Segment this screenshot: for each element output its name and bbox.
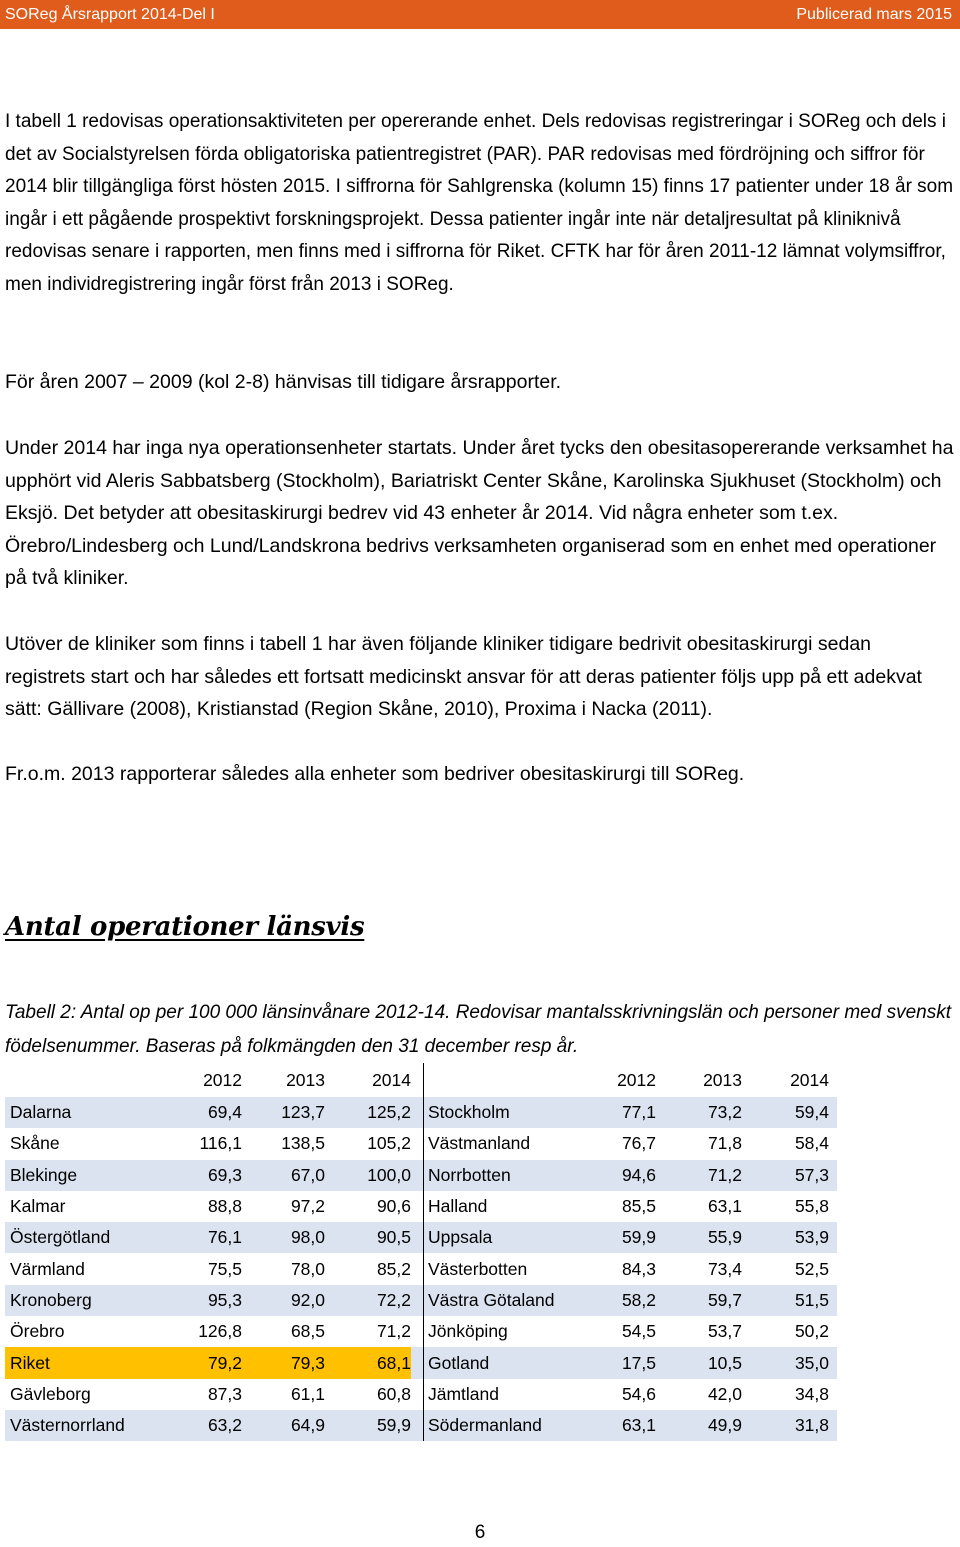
county-name: Västerbotten [428,1253,588,1284]
header-year-2014-left: 2014 [325,1063,411,1097]
header-report-title: SOReg Årsrapport 2014-Del I [5,6,215,23]
county-name: Södermanland [428,1410,588,1441]
rate-cell: 90,6 [325,1191,411,1222]
county-name: Jämtland [428,1379,588,1410]
rate-cell: 68,1 [325,1347,411,1378]
header-blank-right [428,1063,588,1097]
table-header-row [5,1063,837,1097]
rate-cell: 92,0 [242,1285,325,1316]
table-row [5,1253,837,1284]
table-row [5,1347,837,1378]
table-row [5,1222,837,1253]
rate-cell: 53,9 [742,1222,829,1253]
table-row [5,1128,837,1159]
cell-pad [829,1285,837,1316]
rate-cell: 76,1 [172,1222,242,1253]
rate-cell: 88,8 [172,1191,242,1222]
header-year-2012-left: 2012 [172,1063,242,1097]
rate-cell: 123,7 [242,1097,325,1128]
rate-cell: 51,5 [742,1285,829,1316]
county-name: Halland [428,1191,588,1222]
rate-cell: 67,0 [242,1160,325,1191]
rate-cell: 68,5 [242,1316,325,1347]
rate-cell: 78,0 [242,1253,325,1284]
rate-cell: 85,5 [588,1191,656,1222]
county-name: Jönköping [428,1316,588,1347]
cell-pad [829,1128,837,1159]
rate-cell: 98,0 [242,1222,325,1253]
paragraph-operation-activity: I tabell 1 redovisas operationsaktiviteten per opererande enhet. Dels redovisas registreringar i SOReg och dels i det av Socialstyrelsen förda obligatoriska patientregistret (PAR). PAR redovisas med fördröjning och siffror för 2014 blir tillgängliga först hösten 2015. I siffrorna för Sahlgrenska (kolumn 15) finns 17 patienter under 18 år som ingår i ett pågående prospektivt forskningsprojekt. Dessa patienter ingår inte när detaljresultat på kliniknivå redovisas senare i rapporten, men finns med i siffrorna för Riket. CFTK har för åren 2011-12 lämnat volymsiffror, men individregistrering ingår först från 2013 i SOReg. [5,111,954,295]
county-name: Kronoberg [5,1285,172,1316]
county-name: Örebro [5,1316,172,1347]
cell-gap [411,1253,424,1284]
header-year-2012-right: 2012 [588,1063,656,1097]
rate-cell: 59,7 [656,1285,742,1316]
cell-gap [411,1316,424,1347]
rate-cell: 64,9 [242,1410,325,1441]
rate-cell: 69,4 [172,1097,242,1128]
cell-pad [829,1410,837,1441]
county-name: Östergötland [5,1222,172,1253]
cell-gap [411,1191,424,1222]
county-operations-table [5,1063,837,1441]
table-row [5,1316,837,1347]
cell-gap [411,1097,424,1128]
county-name: Blekinge [5,1160,172,1191]
rate-cell: 49,9 [656,1410,742,1441]
county-name: Gävleborg [5,1379,172,1410]
rate-cell: 31,8 [742,1410,829,1441]
rate-cell: 17,5 [588,1347,656,1378]
rate-cell: 75,5 [172,1253,242,1284]
cell-pad [829,1160,837,1191]
county-name: Västernorrland [5,1410,172,1441]
rate-cell: 76,7 [588,1128,656,1159]
rate-cell: 71,2 [325,1316,411,1347]
rate-cell: 58,4 [742,1128,829,1159]
rate-cell: 55,9 [656,1222,742,1253]
header-year-2013-right: 2013 [656,1063,742,1097]
header-publication-date: Publicerad mars 2015 [796,6,952,23]
paragraph-earlier-years: För åren 2007 – 2009 (kol 2-8) hänvisas till tidigare årsrapporter. [5,371,562,393]
rate-cell: 85,2 [325,1253,411,1284]
paragraph-former-clinics: Utöver de kliniker som finns i tabell 1 har även följande kliniker tidigare bedrivit obesitaskirurgi sedan registrets start och har således ett fortsatt medicinskt ansvar för att deras patienter följs upp på ett adekvat sätt: Gällivare (2008), Kristianstad (Region Skåne, 2010), Proxima i Nacka (2011). [5,633,922,721]
rate-cell: 71,2 [656,1160,742,1191]
rate-cell: 54,6 [588,1379,656,1410]
page-number: 6 [474,1522,486,1543]
county-name: Uppsala [428,1222,588,1253]
county-name: Norrbotten [428,1160,588,1191]
rate-cell: 59,9 [588,1222,656,1253]
cell-pad [829,1347,837,1378]
county-name: Stockholm [428,1097,588,1128]
rate-cell: 61,1 [242,1379,325,1410]
table-row [5,1410,837,1441]
table-row [5,1379,837,1410]
cell-pad [829,1379,837,1410]
table-row [5,1097,837,1128]
header-blank-left [5,1063,172,1097]
rate-cell: 73,4 [656,1253,742,1284]
rate-cell: 42,0 [656,1379,742,1410]
paragraph-units-2014: Under 2014 har inga nya operationsenheter startats. Under året tycks den obesitasopererande verksamhet ha upphört vid Aleris Sabbatsberg (Stockholm), Bariatriskt Center Skåne, Karolinska Sjukhuset (Stockholm) och Eksjö. Det betyder att obesitaskirurgi bedrev vid 43 enheter år 2014. Vid några enheter som t.ex. Örebro/Lindesberg och Lund/Landskrona bedrivs verksamheten organiserad som en enhet med operationer på två kliniker. [5,437,954,590]
rate-cell: 63,2 [172,1410,242,1441]
county-name: Skåne [5,1128,172,1159]
rate-cell: 57,3 [742,1160,829,1191]
rate-cell: 63,1 [588,1410,656,1441]
rate-cell: 90,5 [325,1222,411,1253]
county-name: Västra Götaland [428,1285,588,1316]
county-name: Dalarna [5,1097,172,1128]
county-name: Kalmar [5,1191,172,1222]
cell-pad [829,1097,837,1128]
cell-gap [411,1347,424,1378]
rate-cell: 52,5 [742,1253,829,1284]
cell-pad [829,1222,837,1253]
rate-cell: 50,2 [742,1316,829,1347]
header-year-2014-right: 2014 [742,1063,829,1097]
county-name: Västmanland [428,1128,588,1159]
rate-cell: 138,5 [242,1128,325,1159]
rate-cell: 10,5 [656,1347,742,1378]
rate-cell: 95,3 [172,1285,242,1316]
cell-gap [411,1379,424,1410]
rate-cell: 60,8 [325,1379,411,1410]
rate-cell: 126,8 [172,1316,242,1347]
rate-cell: 59,4 [742,1097,829,1128]
county-name: Riket [5,1347,172,1378]
table-row [5,1160,837,1191]
rate-cell: 54,5 [588,1316,656,1347]
table-row [5,1285,837,1316]
rate-cell: 87,3 [172,1379,242,1410]
rate-cell: 116,1 [172,1128,242,1159]
rate-cell: 105,2 [325,1128,411,1159]
cell-gap [411,1222,424,1253]
page-header [0,0,960,29]
cell-pad [829,1253,837,1284]
rate-cell: 77,1 [588,1097,656,1128]
cell-gap [411,1410,424,1441]
rate-cell: 79,2 [172,1347,242,1378]
rate-cell: 79,3 [242,1347,325,1378]
rate-cell: 94,6 [588,1160,656,1191]
rate-cell: 63,1 [656,1191,742,1222]
rate-cell: 53,7 [656,1316,742,1347]
rate-cell: 100,0 [325,1160,411,1191]
county-name: Gotland [428,1347,588,1378]
section-title: Antal operationer länsvis [5,912,365,942]
cell-gap [411,1160,424,1191]
cell-pad [829,1191,837,1222]
rate-cell: 71,8 [656,1128,742,1159]
county-name: Värmland [5,1253,172,1284]
cell-pad [829,1316,837,1347]
rate-cell: 125,2 [325,1097,411,1128]
paragraph-reporting-2013: Fr.o.m. 2013 rapporterar således alla enheter som bedriver obesitaskirurgi till SOReg. [5,763,745,785]
rate-cell: 58,2 [588,1285,656,1316]
header-year-2013-left: 2013 [242,1063,325,1097]
rate-cell: 69,3 [172,1160,242,1191]
rate-cell: 59,9 [325,1410,411,1441]
table-caption: Tabell 2: Antal op per 100 000 länsinvånare 2012-14. Redovisar mantalsskrivningslän och personer med svenskt födelsenummer. Baseras på folkmängden den 31 december resp år. [5,1002,951,1057]
rate-cell: 72,2 [325,1285,411,1316]
rate-cell: 55,8 [742,1191,829,1222]
rate-cell: 84,3 [588,1253,656,1284]
table-row [5,1191,837,1222]
cell-gap [411,1128,424,1159]
rate-cell: 35,0 [742,1347,829,1378]
rate-cell: 97,2 [242,1191,325,1222]
rate-cell: 73,2 [656,1097,742,1128]
rate-cell: 34,8 [742,1379,829,1410]
cell-gap [411,1285,424,1316]
